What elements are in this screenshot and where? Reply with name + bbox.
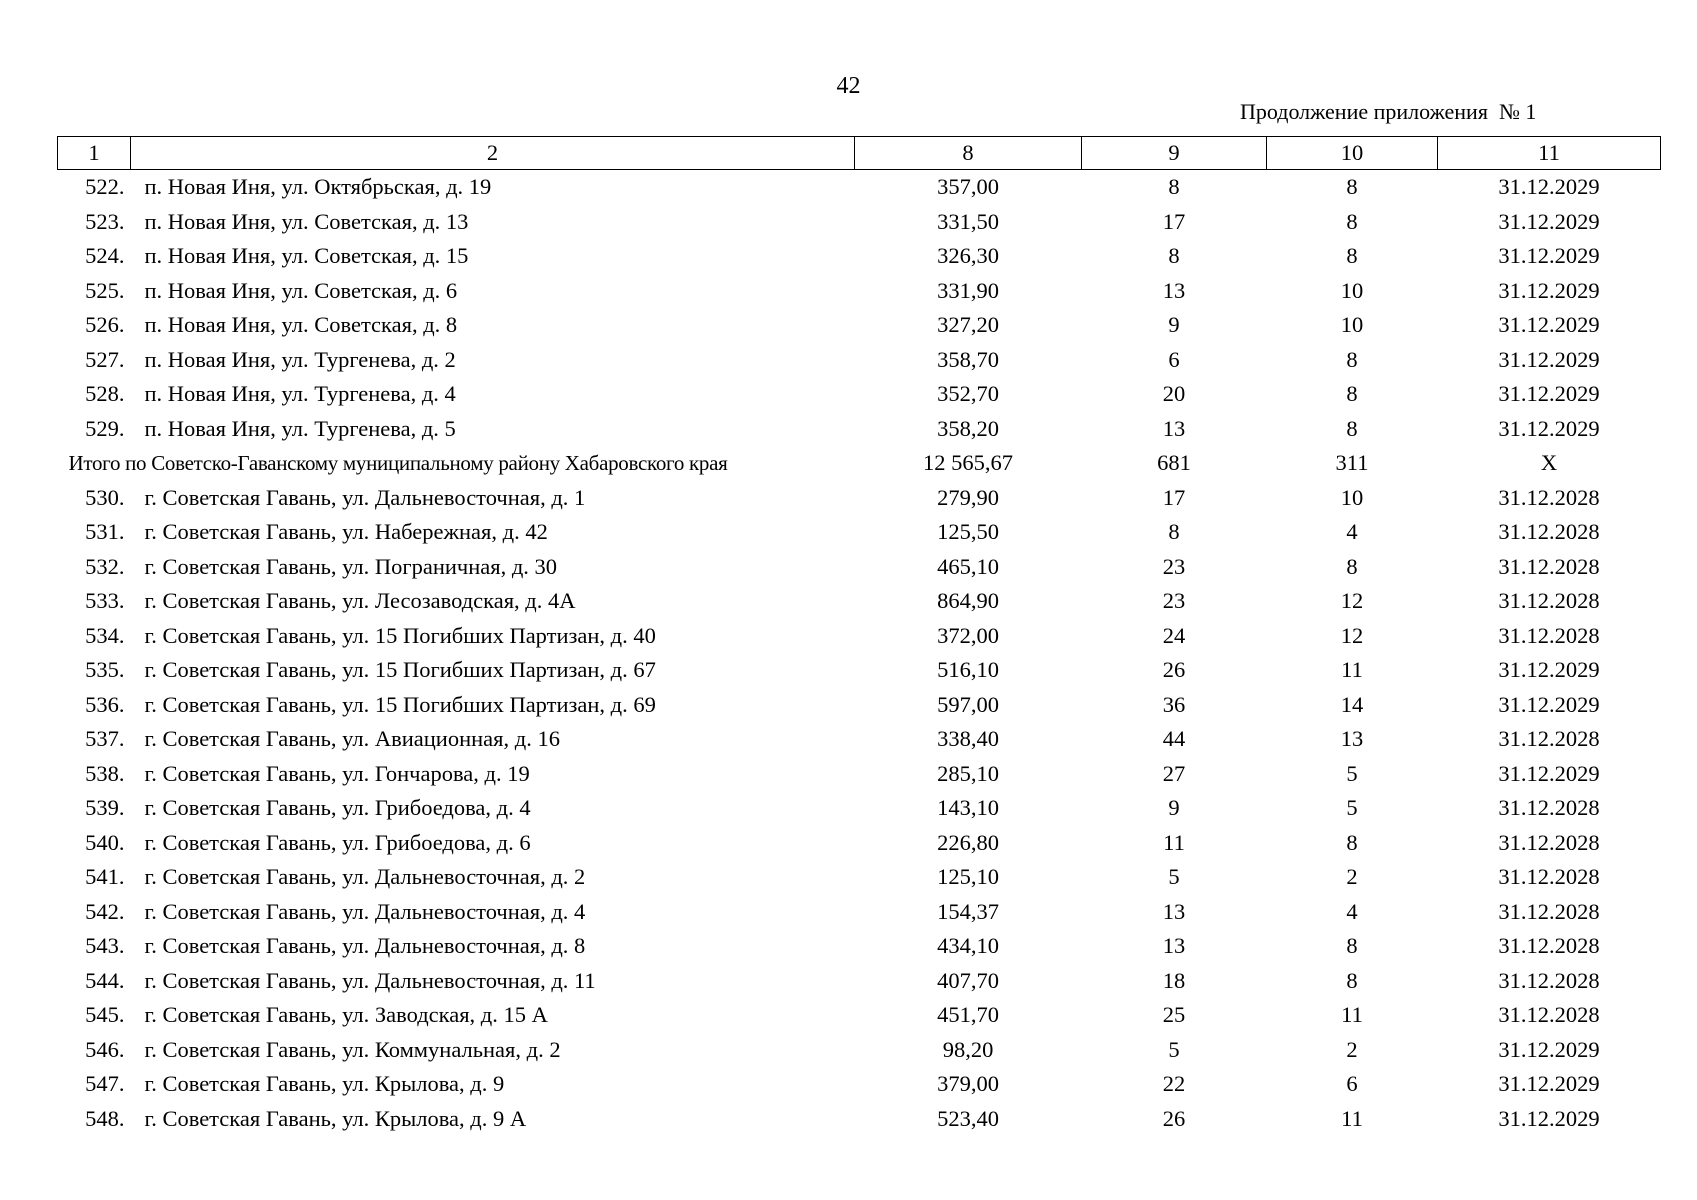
row-deadline: 31.12.2029 <box>1498 208 1600 234</box>
row-area: 331,90 <box>937 277 999 303</box>
row-deadline: 31.12.2028 <box>1498 553 1600 579</box>
row-number: 536. <box>85 691 125 717</box>
row-area: 125,10 <box>937 864 999 889</box>
table-row <box>58 584 1661 619</box>
row-deadline: 31.12.2028 <box>1498 864 1600 889</box>
row-area: 357,00 <box>937 174 999 199</box>
column-header-10: 10 <box>1267 137 1438 170</box>
row-deadline: 31.12.2029 <box>1498 174 1600 199</box>
row-address: г. Советская Гавань, ул. Авиационная, д. 16 <box>144 726 560 751</box>
row-address: г. Советская Гавань, ул. Дальневосточная, д. 1 <box>144 484 586 510</box>
table-row <box>58 274 1661 309</box>
row-address: г. Советская Гавань, ул. Коммунальная, д. 2 <box>144 1036 561 1062</box>
row-area: 516,10 <box>937 657 999 682</box>
row-area: 98,20 <box>942 1036 994 1062</box>
row-number: 547. <box>85 1071 125 1096</box>
column-header-2: 2 <box>131 137 855 170</box>
row-col9: 17 <box>1162 208 1186 234</box>
table-row <box>58 688 1661 723</box>
table-row <box>58 170 1661 205</box>
row-deadline: 31.12.2029 <box>1498 691 1600 717</box>
row-col9: 13 <box>1162 277 1186 303</box>
total-col10: 311 <box>1335 450 1369 475</box>
table-row <box>58 826 1661 861</box>
row-deadline: 31.12.2029 <box>1498 312 1600 337</box>
row-col10: 5 <box>1346 795 1358 820</box>
row-col10: 4 <box>1346 898 1358 924</box>
table-row <box>58 308 1661 343</box>
row-col9: 13 <box>1162 933 1186 958</box>
row-number: 534. <box>85 622 125 648</box>
row-col10: 12 <box>1340 622 1364 648</box>
row-area: 125,50 <box>937 519 999 544</box>
row-col9: 26 <box>1162 657 1186 682</box>
page-number: 42 <box>836 73 861 99</box>
row-col9: 6 <box>1168 346 1180 372</box>
row-area: 358,20 <box>937 415 999 441</box>
row-col9: 9 <box>1168 312 1180 337</box>
row-deadline: 31.12.2028 <box>1498 933 1600 958</box>
row-col9: 8 <box>1168 174 1180 199</box>
row-col10: 2 <box>1346 1036 1358 1062</box>
row-col9: 44 <box>1162 726 1186 751</box>
row-col9: 36 <box>1162 691 1186 717</box>
row-address: п. Новая Иня, ул. Октябрьская, д. 19 <box>144 174 492 199</box>
row-address: г. Советская Гавань, ул. Крылова, д. 9 <box>144 1071 505 1096</box>
row-col10: 12 <box>1340 588 1364 613</box>
row-col9: 24 <box>1162 622 1186 648</box>
row-col10: 11 <box>1341 1002 1363 1027</box>
row-address: п. Новая Иня, ул. Советская, д. 8 <box>144 312 458 337</box>
column-header-11: 11 <box>1438 137 1661 170</box>
row-deadline: 31.12.2028 <box>1498 519 1600 544</box>
row-number: 548. <box>85 1105 125 1131</box>
row-number: 530. <box>85 484 125 510</box>
row-number: 524. <box>85 243 125 268</box>
row-col9: 26 <box>1162 1105 1186 1131</box>
row-col10: 8 <box>1346 829 1358 855</box>
row-address: г. Советская Гавань, ул. Пограничная, д. 30 <box>144 553 558 579</box>
row-col10: 8 <box>1346 415 1358 441</box>
row-col9: 5 <box>1168 1036 1180 1062</box>
row-address: г. Советская Гавань, ул. Набережная, д. 42 <box>144 519 548 544</box>
row-address: п. Новая Иня, ул. Советская, д. 15 <box>144 243 469 268</box>
row-address: г. Советская Гавань, ул. Лесозаводская, д. 4А <box>144 588 576 613</box>
row-address: г. Советская Гавань, ул. 15 Погибших Партизан, д. 67 <box>144 657 656 682</box>
table-row <box>58 619 1661 654</box>
header-row <box>58 137 1661 170</box>
table-row <box>58 481 1661 516</box>
row-area: 407,70 <box>937 967 999 993</box>
table-row <box>58 895 1661 930</box>
row-number: 543. <box>85 933 125 958</box>
row-address: п. Новая Иня, ул. Тургенева, д. 4 <box>144 381 456 406</box>
row-address: г. Советская Гавань, ул. Гончарова, д. 19 <box>144 760 530 786</box>
row-deadline: 31.12.2028 <box>1498 829 1600 855</box>
row-area: 465,10 <box>937 553 999 579</box>
row-deadline: 31.12.2028 <box>1498 726 1600 751</box>
row-area: 326,30 <box>937 243 999 268</box>
row-col9: 9 <box>1168 795 1180 820</box>
row-col9: 23 <box>1162 588 1186 613</box>
table-row <box>58 550 1661 585</box>
row-number: 545. <box>85 1002 125 1027</box>
column-header-8: 8 <box>855 137 1082 170</box>
row-col10: 10 <box>1340 312 1364 337</box>
row-deadline: 31.12.2028 <box>1498 967 1600 993</box>
row-col9: 22 <box>1162 1071 1186 1096</box>
table-row <box>58 791 1661 826</box>
row-number: 529. <box>85 415 125 441</box>
row-col10: 8 <box>1346 174 1358 199</box>
total-row <box>58 446 1661 481</box>
row-col10: 8 <box>1346 243 1358 268</box>
row-area: 338,40 <box>937 726 999 751</box>
row-address: г. Советская Гавань, ул. Дальневосточная, д. 2 <box>144 864 586 889</box>
row-deadline: 31.12.2029 <box>1498 1036 1600 1062</box>
row-deadline: 31.12.2029 <box>1498 415 1600 441</box>
table-row <box>58 1102 1661 1137</box>
table-row <box>58 964 1661 999</box>
row-area: 327,20 <box>937 312 999 337</box>
row-number: 525. <box>85 277 125 303</box>
row-col10: 5 <box>1346 760 1358 786</box>
row-col10: 8 <box>1346 381 1358 406</box>
table-row <box>58 1067 1661 1102</box>
total-area: 12 565,67 <box>923 450 1013 475</box>
row-deadline: 31.12.2029 <box>1498 760 1600 786</box>
row-area: 285,10 <box>937 760 999 786</box>
table-row <box>58 653 1661 688</box>
row-col9: 13 <box>1162 898 1186 924</box>
row-deadline: 31.12.2029 <box>1498 657 1600 682</box>
table-row <box>58 757 1661 792</box>
row-col10: 10 <box>1340 484 1364 510</box>
row-col10: 14 <box>1340 691 1364 717</box>
row-area: 154,37 <box>937 898 999 924</box>
row-deadline: 31.12.2029 <box>1498 1071 1600 1096</box>
row-area: 331,50 <box>937 208 999 234</box>
total-col9: 681 <box>1157 450 1191 475</box>
row-address: г. Советская Гавань, ул. Заводская, д. 15 А <box>144 1002 548 1027</box>
row-col10: 13 <box>1340 726 1364 751</box>
row-col10: 4 <box>1346 519 1358 544</box>
row-address: п. Новая Иня, ул. Советская, д. 13 <box>144 208 469 234</box>
row-deadline: 31.12.2028 <box>1498 795 1600 820</box>
row-address: г. Советская Гавань, ул. Грибоедова, д. 6 <box>144 829 531 855</box>
row-col9: 8 <box>1168 519 1180 544</box>
table-row <box>58 205 1661 240</box>
table-row <box>58 377 1661 412</box>
table-row <box>58 929 1661 964</box>
row-area: 352,70 <box>937 381 999 406</box>
row-deadline: 31.12.2029 <box>1498 381 1600 406</box>
row-deadline: 31.12.2029 <box>1498 346 1600 372</box>
row-col10: 8 <box>1346 208 1358 234</box>
row-col9: 5 <box>1168 864 1180 889</box>
table-row <box>58 239 1661 274</box>
row-col9: 27 <box>1162 760 1186 786</box>
row-deadline: 31.12.2029 <box>1498 243 1600 268</box>
row-col9: 17 <box>1162 484 1186 510</box>
total-deadline: X <box>1540 450 1558 475</box>
row-area: 451,70 <box>937 1002 999 1027</box>
row-number: 541. <box>85 864 125 889</box>
row-number: 537. <box>85 726 125 751</box>
housing-table <box>57 136 1661 1136</box>
row-col9: 13 <box>1162 415 1186 441</box>
table-body <box>58 170 1661 1137</box>
table-row <box>58 412 1661 447</box>
row-address: г. Советская Гавань, ул. Дальневосточная, д. 8 <box>144 933 586 958</box>
row-col9: 20 <box>1162 381 1186 406</box>
row-deadline: 31.12.2028 <box>1498 622 1600 648</box>
row-number: 535. <box>85 657 125 682</box>
table-row <box>58 860 1661 895</box>
row-deadline: 31.12.2028 <box>1498 898 1600 924</box>
row-col9: 23 <box>1162 553 1186 579</box>
row-col10: 8 <box>1346 967 1358 993</box>
row-area: 379,00 <box>937 1071 999 1096</box>
row-deadline: 31.12.2028 <box>1498 588 1600 613</box>
row-deadline: 31.12.2028 <box>1498 1002 1600 1027</box>
row-area: 279,90 <box>937 484 999 510</box>
row-deadline: 31.12.2029 <box>1498 1105 1600 1131</box>
row-area: 143,10 <box>937 795 999 820</box>
row-col10: 6 <box>1346 1071 1358 1096</box>
row-col9: 25 <box>1162 1002 1186 1027</box>
row-deadline: 31.12.2028 <box>1498 484 1600 510</box>
row-number: 532. <box>85 553 125 579</box>
row-address: г. Советская Гавань, ул. Дальневосточная, д. 4 <box>144 898 586 924</box>
row-col10: 11 <box>1341 657 1363 682</box>
row-col10: 11 <box>1341 1105 1363 1131</box>
row-number: 522. <box>85 174 125 199</box>
table-header <box>58 137 1661 170</box>
row-number: 533. <box>85 588 125 613</box>
row-col10: 8 <box>1346 346 1358 372</box>
row-number: 527. <box>85 346 125 372</box>
row-area: 434,10 <box>937 933 999 958</box>
column-header-9: 9 <box>1082 137 1267 170</box>
row-col10: 8 <box>1346 553 1358 579</box>
row-area: 597,00 <box>937 691 999 717</box>
row-address: г. Советская Гавань, ул. Крылова, д. 9 А <box>144 1105 527 1131</box>
row-deadline: 31.12.2029 <box>1498 277 1600 303</box>
row-number: 546. <box>85 1036 125 1062</box>
appendix-caption: Продолжение приложения № 1 <box>1240 99 1537 124</box>
row-number: 544. <box>85 967 125 993</box>
row-area: 523,40 <box>937 1105 999 1131</box>
row-address: п. Новая Иня, ул. Тургенева, д. 5 <box>144 415 456 441</box>
table-row <box>58 1033 1661 1068</box>
total-label: Итого по Советско-Гаванскому муниципальному району Хабаровского края <box>68 451 728 475</box>
row-address: г. Советская Гавань, ул. Дальневосточная, д. 11 <box>144 967 596 993</box>
row-number: 538. <box>85 760 125 786</box>
table-row <box>58 998 1661 1033</box>
row-col10: 8 <box>1346 933 1358 958</box>
row-address: п. Новая Иня, ул. Советская, д. 6 <box>144 277 458 303</box>
row-number: 528. <box>85 381 125 406</box>
row-col9: 11 <box>1163 829 1185 855</box>
column-header-1: 1 <box>58 137 131 170</box>
row-address: г. Советская Гавань, ул. 15 Погибших Партизан, д. 69 <box>144 691 656 717</box>
row-number: 542. <box>85 898 125 924</box>
row-number: 540. <box>85 829 125 855</box>
row-address: г. Советская Гавань, ул. 15 Погибших Партизан, д. 40 <box>144 622 656 648</box>
row-col9: 8 <box>1168 243 1180 268</box>
row-number: 531. <box>85 519 125 544</box>
row-address: п. Новая Иня, ул. Тургенева, д. 2 <box>144 346 456 372</box>
row-col9: 18 <box>1162 967 1186 993</box>
row-address: г. Советская Гавань, ул. Грибоедова, д. 4 <box>144 795 531 820</box>
row-col10: 2 <box>1346 864 1358 889</box>
row-number: 539. <box>85 795 125 820</box>
row-area: 864,90 <box>937 588 999 613</box>
row-col10: 10 <box>1340 277 1364 303</box>
row-area: 372,00 <box>937 622 999 648</box>
row-number: 523. <box>85 208 125 234</box>
table-row <box>58 343 1661 378</box>
row-number: 526. <box>85 312 125 337</box>
row-area: 358,70 <box>937 346 999 372</box>
table-row <box>58 515 1661 550</box>
row-area: 226,80 <box>937 829 999 855</box>
table-row <box>58 722 1661 757</box>
